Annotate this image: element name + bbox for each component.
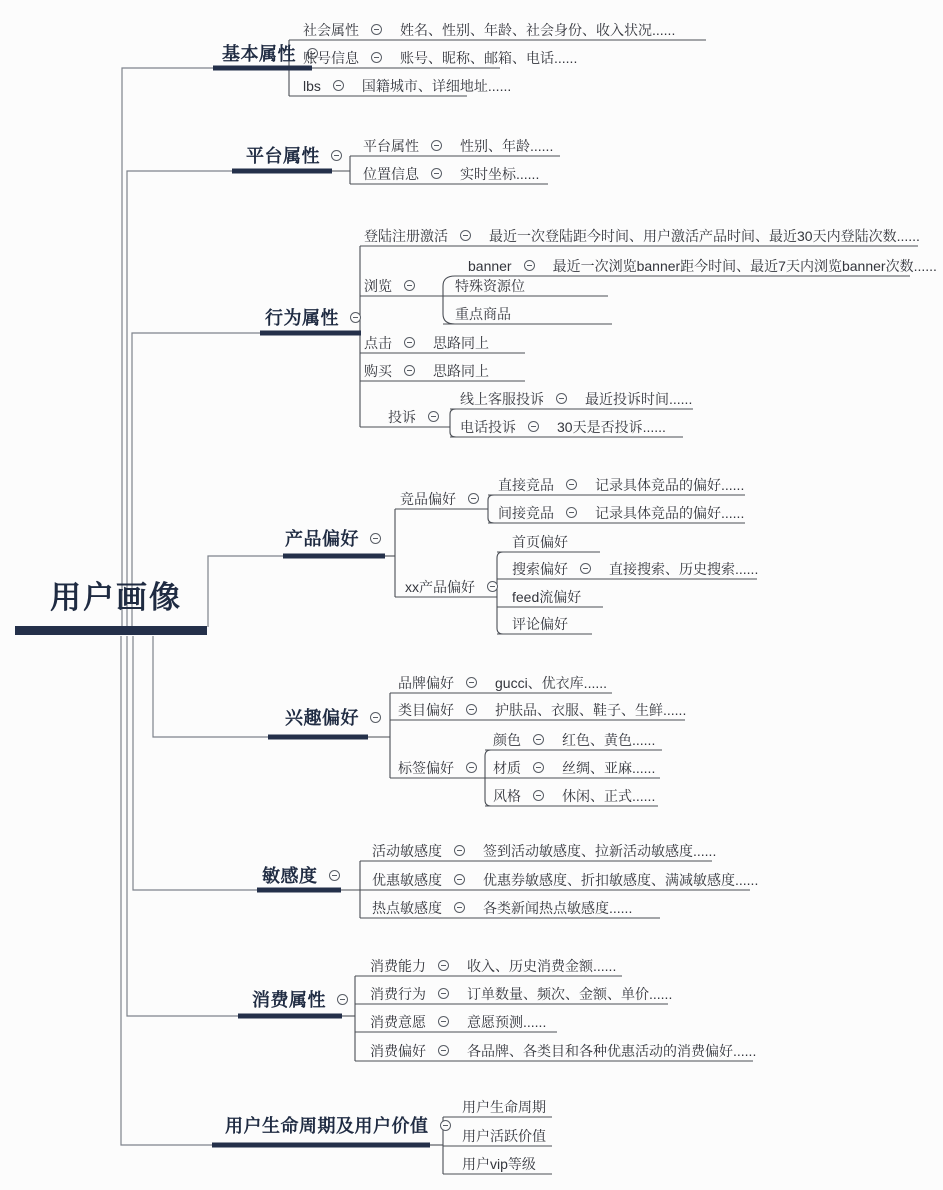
topic-user-active-value[interactable]: 用户活跃价值: [462, 1127, 546, 1144]
topic-direct-competitor[interactable]: 直接竞品 记录具体竞品的偏好......: [498, 476, 745, 493]
topic-brand-preference[interactable]: 品牌偏好 gucci、优衣库......: [398, 674, 608, 691]
collapse-icon[interactable]: [438, 1016, 449, 1027]
topic-material[interactable]: 材质 丝绸、亚麻......: [493, 759, 656, 776]
topic-activity-sensitivity[interactable]: 活动敏感度 签到活动敏感度、拉新活动敏感度......: [372, 842, 717, 859]
root-topic[interactable]: 用户画像: [50, 580, 182, 615]
topic-comment-preference[interactable]: 评论偏好: [512, 615, 568, 632]
topic-consumption-behavior[interactable]: 消费行为 订单数量、频次、金额、单价......: [370, 985, 673, 1002]
topic-lbs[interactable]: lbs 国籍城市、详细地址......: [303, 77, 512, 94]
topic-search-preference[interactable]: 搜索偏好 直接搜索、历史搜索......: [512, 560, 759, 577]
topic-key-products[interactable]: 重点商品: [455, 305, 511, 322]
collapse-icon[interactable]: [524, 260, 535, 271]
topic-indirect-competitor[interactable]: 间接竞品 记录具体竞品的偏好......: [498, 504, 745, 521]
collapse-icon[interactable]: [460, 230, 471, 241]
topic-phone-complaint[interactable]: 电话投诉 30天是否投诉......: [460, 418, 666, 435]
collapse-icon[interactable]: [371, 24, 382, 35]
collapse-icon[interactable]: [533, 762, 544, 773]
topic-login-register[interactable]: 登陆注册激活 最近一次登陆距今时间、用户激活产品时间、最近30天内登陆次数......: [364, 227, 920, 244]
collapse-icon[interactable]: [533, 734, 544, 745]
topic-browse[interactable]: 浏览: [364, 277, 415, 294]
branch-consumption-attributes[interactable]: [252, 988, 348, 1010]
collapse-icon[interactable]: [466, 762, 477, 773]
collapse-icon[interactable]: [440, 1120, 451, 1131]
collapse-icon[interactable]: [487, 581, 498, 592]
branch-label: 用户生命周期及用户价值: [225, 1116, 429, 1136]
collapse-icon[interactable]: [438, 988, 449, 999]
collapse-icon[interactable]: [329, 870, 340, 881]
branch-product-preference[interactable]: [285, 527, 381, 549]
collapse-icon[interactable]: [331, 150, 342, 161]
branch-label: 行为属性: [265, 308, 339, 328]
collapse-icon[interactable]: [466, 704, 477, 715]
topic-online-complaint[interactable]: 线上客服投诉 最近投诉时间......: [460, 390, 693, 407]
collapse-icon[interactable]: [566, 479, 577, 490]
topic-account-info[interactable]: 账号信息 账号、昵称、邮箱、电话......: [303, 49, 578, 66]
branch-label: 产品偏好: [285, 529, 359, 549]
topic-platform-attr[interactable]: 平台属性 性别、年龄......: [363, 137, 554, 154]
branch-label: 基本属性: [222, 44, 296, 64]
branch-behavior-attributes[interactable]: [265, 306, 361, 328]
collapse-icon[interactable]: [428, 411, 439, 422]
collapse-icon[interactable]: [454, 902, 465, 913]
topic-consumption-ability[interactable]: 消费能力 收入、历史消费金额......: [370, 957, 617, 974]
topic-special-resource[interactable]: 特殊资源位: [455, 277, 525, 294]
collapse-icon[interactable]: [333, 80, 344, 91]
topic-consumption-intention[interactable]: 消费意愿 意愿预测......: [370, 1013, 547, 1030]
topic-user-lifecycle[interactable]: 用户生命周期: [462, 1098, 546, 1115]
collapse-icon[interactable]: [370, 533, 381, 544]
topic-discount-sensitivity[interactable]: 优惠敏感度 优惠券敏感度、折扣敏感度、满减敏感度......: [372, 871, 759, 888]
topic-location-info[interactable]: 位置信息 实时坐标......: [363, 165, 540, 182]
collapse-icon[interactable]: [438, 960, 449, 971]
topic-hotspot-sensitivity[interactable]: 热点敏感度 各类新闻热点敏感度......: [372, 899, 633, 916]
collapse-icon[interactable]: [431, 140, 442, 151]
branch-interest-preference[interactable]: [285, 706, 381, 728]
collapse-icon[interactable]: [371, 52, 382, 63]
topic-xx-product-preference[interactable]: xx产品偏好: [405, 578, 498, 595]
branch-sensitivity[interactable]: [262, 864, 340, 886]
collapse-icon[interactable]: [566, 507, 577, 518]
branch-label: 兴趣偏好: [285, 708, 359, 728]
branch-label: 平台属性: [246, 146, 320, 166]
collapse-icon[interactable]: [533, 790, 544, 801]
topic-tag-preference[interactable]: 标签偏好: [398, 759, 477, 776]
topic-complaint[interactable]: 投诉: [388, 408, 439, 425]
collapse-icon[interactable]: [466, 677, 477, 688]
collapse-icon[interactable]: [404, 365, 415, 376]
collapse-icon[interactable]: [404, 337, 415, 348]
collapse-icon[interactable]: [404, 280, 415, 291]
branch-label: 敏感度: [262, 866, 318, 886]
branch-platform-attributes[interactable]: [246, 144, 342, 166]
topic-competitor-preference[interactable]: 竞品偏好: [400, 490, 479, 507]
collapse-icon[interactable]: [337, 994, 348, 1005]
collapse-icon[interactable]: [370, 712, 381, 723]
topic-purchase[interactable]: 购买 思路同上: [364, 362, 489, 379]
topic-style[interactable]: 风格 休闲、正式......: [493, 787, 656, 804]
topic-feed-preference[interactable]: feed流偏好: [512, 588, 582, 605]
collapse-icon[interactable]: [454, 845, 465, 856]
collapse-icon[interactable]: [468, 493, 479, 504]
collapse-icon[interactable]: [431, 168, 442, 179]
topic-category-preference[interactable]: 类目偏好 护肤品、衣服、鞋子、生鲜......: [398, 701, 687, 718]
topic-click[interactable]: 点击 思路同上: [364, 334, 489, 351]
topic-color[interactable]: 颜色 红色、黄色......: [493, 731, 656, 748]
topic-banner[interactable]: banner 最近一次浏览banner距今时间、最近7天内浏览banner次数......: [468, 257, 937, 274]
collapse-icon[interactable]: [454, 874, 465, 885]
collapse-icon[interactable]: [350, 312, 361, 323]
branch-lifecycle-value[interactable]: [225, 1114, 451, 1136]
collapse-icon[interactable]: [580, 563, 591, 574]
branch-label: 消费属性: [252, 990, 326, 1010]
topic-user-vip-level[interactable]: 用户vip等级: [462, 1155, 536, 1172]
topic-homepage-preference[interactable]: 首页偏好: [512, 533, 568, 550]
collapse-icon[interactable]: [528, 421, 539, 432]
topic-consumption-preference[interactable]: 消费偏好 各品牌、各类目和各种优惠活动的消费偏好......: [370, 1042, 757, 1059]
collapse-icon[interactable]: [438, 1045, 449, 1056]
collapse-icon[interactable]: [556, 393, 567, 404]
topic-social-attr[interactable]: 社会属性 姓名、性别、年龄、社会身份、收入状况......: [303, 21, 676, 38]
